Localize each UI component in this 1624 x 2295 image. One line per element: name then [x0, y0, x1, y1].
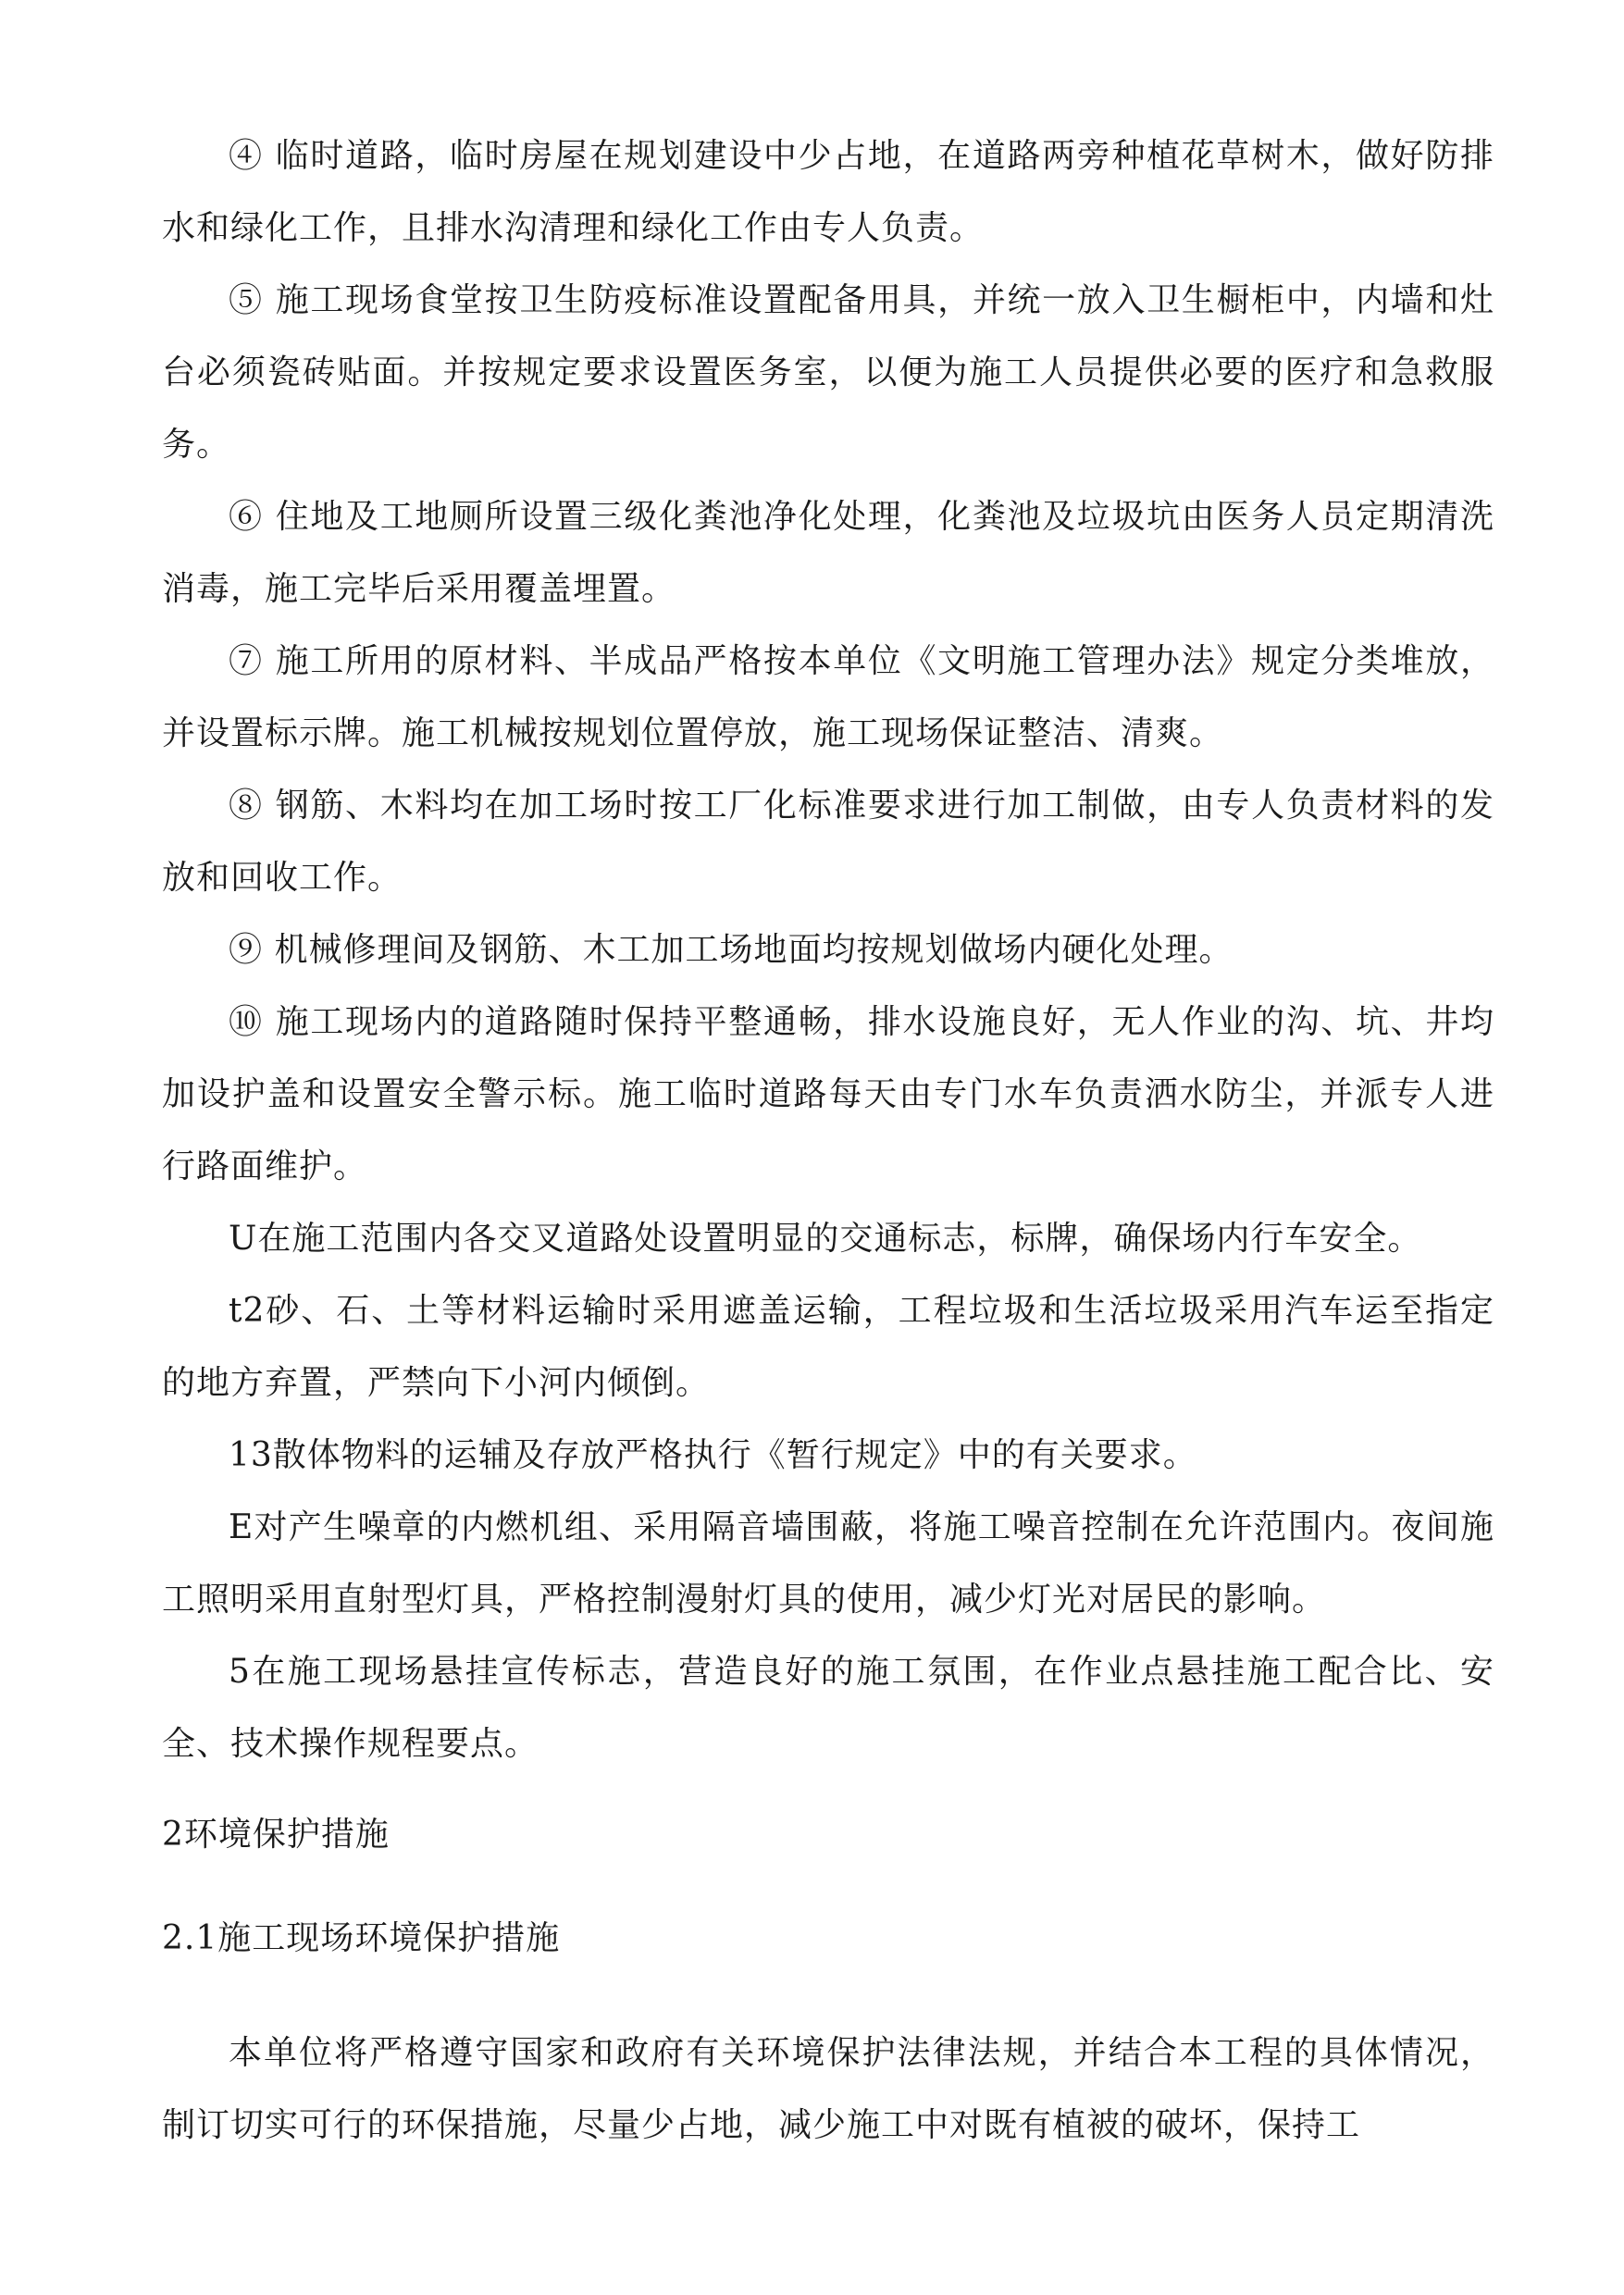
- paragraph-item-13: 13散体物料的运辅及存放严格执行《暂行规定》中的有关要求。: [229, 1436, 1197, 1474]
- paragraph-item-15: 5在施工现场悬挂宣传标志，营造良好的施工氛围，在作业点悬挂施工配合比、安全、技术操作规程要点。: [162, 1653, 1494, 1763]
- paragraph-item-5: ⑤ 施工现场食堂按卫生防疫标准设置配备用具，并统一放入卫生橱柜中，内墙和灶台必须瓷砖贴面。并按规定要求设置医务室，以便为施工人员提供必要的医疗和急救服务。: [162, 281, 1494, 464]
- paragraph-item-8: ⑧ 钢筋、木料均在加工场时按工厂化标准要求进行加工制做，由专人负责材料的发放和回收工作。: [162, 787, 1494, 897]
- document-page: [162, 120, 1494, 2162]
- paragraph-item-12: t2砂、石、土等材料运输时采用遮盖运输，工程垃圾和生活垃圾采用汽车运至指定的地方弃置，严禁向下小河内倾倒。: [162, 1292, 1494, 1402]
- section-heading: 2环境保护措施: [162, 1816, 390, 1854]
- intro-paragraph: 本单位将严格遵守国家和政府有关环境保护法律法规，并结合本工程的具体情况，制订切实可行的环保措施，尽量少占地，减少施工中对既有植被的破坏，保持工: [162, 2034, 1494, 2144]
- paragraph-item-10: ⑩ 施工现场内的道路随时保持平整通畅，排水设施良好，无人作业的沟、坑、井均加设护盖和设置安全警示标。施工临时道路每天由专门水车负责洒水防尘，并派专人进行路面维护。: [162, 1003, 1494, 1185]
- paragraph-item-6: ⑥ 住地及工地厕所设置三级化粪池净化处理，化粪池及垃圾坑由医务人员定期清洗消毒，施工完毕后采用覆盖埋置。: [162, 498, 1494, 608]
- paragraph-item-14: E对产生噪章的内燃机组、采用隔音墙围蔽，将施工噪音控制在允许范围内。夜间施工照明采用直射型灯具，严格控制漫射灯具的使用，减少灯光对居民的影响。: [162, 1508, 1494, 1619]
- paragraph-item-9: ⑨ 机械修理间及钢筋、木工加工场地面均按规划做场内硬化处理。: [229, 931, 1233, 969]
- paragraph-item-11: U在施工范围内各交叉道路处设置明显的交通标志，标牌，确保场内行车安全。: [229, 1220, 1422, 1258]
- paragraph-item-4: ④ 临时道路，临时房屋在规划建设中少占地，在道路两旁种植花草树木，做好防排水和绿化工作，且排水沟清理和绿化工作由专人负责。: [162, 137, 1494, 247]
- subsection-heading: 2.1施工现场环境保护措施: [162, 1919, 561, 1957]
- paragraph-item-7: ⑦ 施工所用的原材料、半成品严格按本单位《文明施工管理办法》规定分类堆放，并设置标示牌。施工机械按规划位置停放，施工现场保证整洁、清爽。: [162, 642, 1494, 752]
